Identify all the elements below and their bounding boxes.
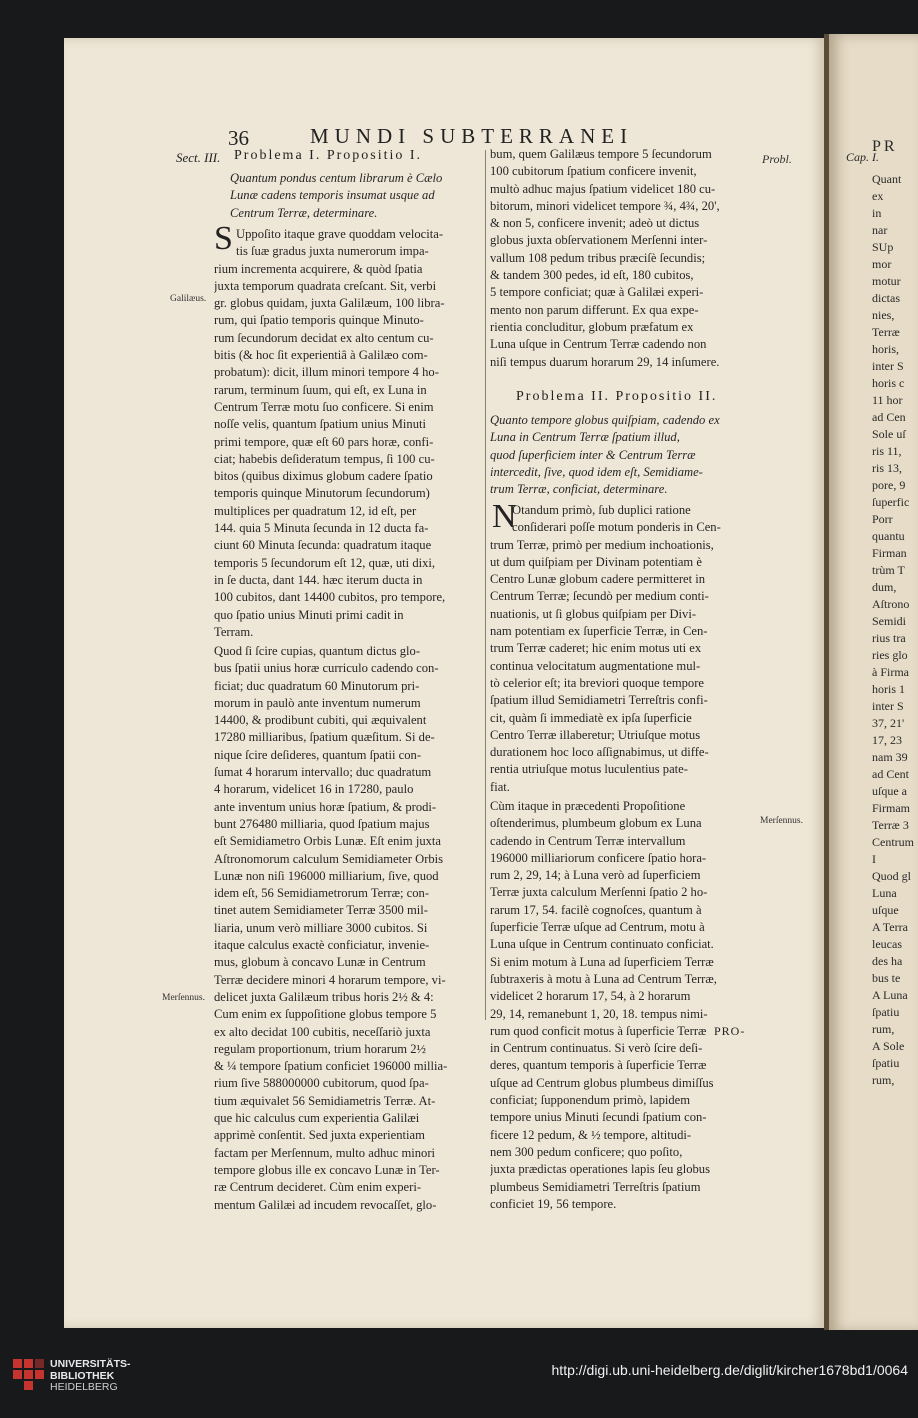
next-page-fragment: Firmam: [872, 801, 910, 815]
text-line: 196000 milliariorum conficere ſpatio hora-: [490, 850, 707, 865]
page-number: 36: [228, 126, 249, 150]
next-page-fragment: motur: [872, 274, 901, 288]
right-paragraph-1: [490, 146, 758, 371]
text-line: nuationis, ut ſi globus quiſpiam per Divi-: [490, 606, 697, 621]
next-page-fragment: Quant: [872, 172, 902, 186]
text-line: trum Terræ, conficiat, determinare.: [490, 482, 668, 497]
text-line: Terram.: [214, 624, 254, 639]
text-line: delicet juxta Galilæum tribus horis 2½ & 4:: [214, 989, 434, 1004]
text-line: & ¼ tempore ſpatium conficiet 196000 millia-: [214, 1059, 448, 1074]
text-line: oſtenderimus, plumbeum globum ex Luna: [490, 816, 702, 831]
text-line: in ſe ducta, dant 144. hæc iterum ducta in: [214, 572, 423, 587]
next-page-fragment: à Firma: [872, 665, 909, 679]
text-line: ciunt 60 Minuta ſecunda: quadratum itaque: [214, 538, 432, 553]
text-line: Quantum pondus centum librarum è Cælo: [230, 171, 443, 185]
text-line: probatum): dicit, illum minori tempore 4 ho-: [214, 365, 439, 380]
text-line: Quod ſi ſcire cupias, quantum dictus glo-: [214, 644, 421, 658]
text-line: 100 cubitorum ſpatium conficere invenit,: [490, 164, 697, 179]
text-line: temporis quinque Minutorum ſecundorum): [214, 486, 430, 501]
margin-note-mersennus-right: Merſennus.: [760, 816, 804, 826]
text-line: nem 300 pedum conficere; quo poſito,: [490, 1144, 683, 1159]
text-line: 14400, & prodibunt cubiti, qui æquivalent: [214, 713, 427, 728]
next-page-fragment: I: [872, 852, 876, 866]
next-page-fragment: leucas: [872, 937, 902, 951]
text-line: Uppoſito itaque grave quoddam velocita-: [236, 227, 444, 241]
text-line: quod ſuperficiem inter & Centrum Terræ: [490, 447, 696, 462]
text-line: Terræ juxta calculum Merſenni ſpatio 2 ho-: [490, 885, 708, 900]
next-page-fragment: dictas: [872, 291, 900, 305]
text-line: bus ſpatii unius horæ curriculo cadendo con-: [214, 661, 439, 676]
next-page-fragment: Sole uſ: [872, 427, 906, 441]
next-page-fragment: Porr: [872, 512, 893, 526]
text-line: factam per Merſennum, multo adhuc minori: [214, 1145, 436, 1160]
text-line: ex alto decidat 100 cubitis, neceſſariò juxta: [214, 1024, 431, 1039]
text-line: bitis (& hoc ſit experientiâ à Galilæo com-: [214, 348, 428, 363]
text-line: intercedit, ſive, quod idem eſt, Semidiame-: [490, 464, 703, 479]
running-head-title: MUNDI SUBTERRANEI: [310, 124, 634, 148]
library-name-line-2: BIBLIOTHEK: [50, 1369, 115, 1382]
next-page-fragment: ſpatiu: [872, 1056, 900, 1070]
next-page-fragment: ad Cen: [872, 410, 906, 424]
next-page-fragment: horis,: [872, 342, 899, 356]
text-line: tis ſuæ gradus juxta numerorum impa-: [236, 244, 429, 259]
text-line: bum, quem Galilæus tempore 5 ſecundorum: [490, 147, 712, 161]
text-line: 29, 14, remanebunt 1, 20, 18. tempus nimi-: [490, 1006, 708, 1021]
text-line: ficere 12 pedum, & ½ tempore, altitudi-: [490, 1127, 692, 1142]
next-page-fragment: bus te: [872, 971, 901, 985]
text-line: bitorum, minori videlicet tempore ¾, 4¾, 20',: [490, 198, 720, 213]
left-paragraph-2: [214, 643, 484, 1214]
text-line: Terræ decidere minori 4 horarum tempore, vi-: [214, 972, 446, 987]
text-line: rum, qui ſpatio temporis quinque Minuto-: [214, 313, 424, 328]
next-page-fragment: horis 1: [872, 682, 905, 696]
text-line: gr. globus quidam, juxta Galilæum, 100 libra-: [214, 296, 445, 311]
text-line: videlicet 2 horarum 17, 54, à 2 horarum: [490, 989, 691, 1004]
text-line: ante inventum unius horæ ſpatium, & prodi-: [214, 799, 437, 814]
text-line: multò adhuc majus ſpatium videlicet 180 cu-: [490, 181, 716, 196]
next-page-fragment: Centrum: [872, 835, 914, 849]
text-line: rum quod conficit motus à ſuperficie Terræ: [490, 1023, 707, 1038]
section-mark: Sect. III.: [176, 150, 221, 165]
next-page-fragment: inter S: [872, 699, 904, 713]
text-line: rarum 17, 54. facilè cognoſces, quantum à: [490, 902, 702, 917]
text-line: noſſe velis, quantum ſpatium unius Minuti: [214, 417, 426, 432]
text-line: eſt Semidiametro Orbis Lunæ. Eſt enim juxta: [214, 834, 442, 849]
next-page-fragment: nies,: [872, 308, 895, 322]
next-page-fragment: trùm T: [872, 563, 905, 577]
text-line: mus, globum à concavo Lunæ in Centrum: [214, 955, 426, 970]
text-line: 100 cubitos, dant 14400 cubitos, pro tempore,: [214, 590, 446, 605]
text-line: globus juxta obſervationem Merſenni inter-: [490, 233, 708, 248]
text-line: Centro Terræ illaberetur; Utriuſque motus: [490, 727, 701, 742]
text-line: 4 horarum, videlicet 16 in 17280, paulo: [214, 782, 414, 797]
text-line: Luna uſque in Centrum continuato conficiat.: [490, 937, 714, 952]
next-page-fragment: mor: [872, 257, 892, 271]
text-line: morum in paulò ante inventum numerum: [214, 695, 421, 710]
left-paragraph-1: [214, 226, 484, 641]
text-line: conſiderari poſſe motum ponderis in Cen-: [512, 520, 721, 535]
text-line: apprimè conſentit. Sed juxta experientiam: [214, 1128, 425, 1143]
next-page-fragment: 11 hor: [872, 393, 903, 407]
text-line: Centrum Terræ motu ſuo conficere. Si enim: [214, 399, 434, 414]
text-line: temporis 5 ſecundorum eſt 12, quæ, uti dixi,: [214, 555, 436, 570]
text-line: Si enim motum à Luna ad ſuperficiem Terræ: [490, 954, 714, 969]
text-line: rum ſecundorum decidat ex alto centum cu-: [214, 330, 434, 345]
text-line: cadendo in Centrum Terræ intervallum: [490, 833, 686, 848]
next-page-fragment: in: [872, 206, 882, 220]
text-line: juxta prædictas operationes lapis ſeu globus: [490, 1162, 710, 1177]
text-line: ſumat 4 horarum intervallo; duc quadratum: [214, 765, 432, 780]
text-line: Aſtronomorum calculum Semidiameter Orbis: [214, 851, 444, 866]
next-page-fragment: Terræ: [872, 325, 900, 339]
text-line: conficiet 19, 56 tempore.: [490, 1196, 617, 1211]
text-line: Lunæ non niſi 196000 milliarium, ſive, quod: [214, 868, 439, 883]
text-line: ſpatium illud Semidiametri Terreſtris confi-: [490, 693, 708, 708]
next-page-fragment: SUp: [872, 240, 894, 254]
next-page-fragment: uſque a: [872, 784, 907, 798]
next-page-fragment: 17, 23: [872, 733, 902, 747]
text-line: nique ſcire deſideres, quantum ſpatii con-: [214, 747, 422, 762]
text-line: rum 2, 29, 14; à Luna verò ad ſuperficiem: [490, 868, 701, 883]
catchword: PRO-: [714, 1024, 746, 1038]
text-line: ut dum quiſpiam per Divinam potentiam è: [490, 554, 702, 569]
text-line: Otandum primò, ſub duplici ratione: [512, 503, 691, 517]
text-line: Luna uſque in Centrum Terræ cadendo non: [490, 337, 707, 352]
next-page-cap: Cap. I.: [846, 150, 879, 164]
next-page-fragment: A Terra: [872, 920, 908, 934]
library-name: [50, 1359, 131, 1394]
next-page-fragment: des ha: [872, 954, 903, 968]
text-line: bunt 276480 milliaria, quod ſpatium majus: [214, 816, 430, 831]
text-line: rium ſive 588000000 cubitorum, quod ſpa-: [214, 1076, 429, 1091]
text-line: niſi tempus duarum horarum 29, 14 inſumere.: [490, 354, 720, 369]
next-page-fragment: nam 39: [872, 750, 908, 764]
text-line: fiat.: [490, 779, 510, 794]
text-line: durationem hoc loco aſſignabimus, ut diffe-: [490, 745, 709, 760]
right-question: [490, 412, 758, 498]
next-page-header: PR: [872, 138, 898, 155]
text-line: mentum Galilæi ad incudem revocaſſet, glo-: [214, 1197, 437, 1212]
text-line: bitos (quibus diximus globum cadere ſpatio: [214, 469, 433, 484]
text-line: Lunæ cadens temporis insumat usque ad: [230, 188, 435, 203]
text-line: uſque ad Centrum globus plumbeus dimiſſus: [490, 1075, 714, 1090]
right-problem-heading: Problema II. Propositio II.: [516, 389, 718, 404]
text-line: itaque calculus exactè conficiatur, invenie-: [214, 938, 430, 953]
text-line: 144. quia 5 Minuta ſecunda in 12 ducta fa-: [214, 521, 429, 536]
text-line: Quanto tempore globus quiſpiam, cadendo ex: [490, 413, 720, 427]
text-line: multiplices per quadratum 12, id eſt, per: [214, 503, 417, 518]
next-page-fragment: nar: [872, 223, 888, 237]
text-line: primi tempore, quæ eſt 60 pars horæ, confi-: [214, 434, 434, 449]
right-dropcap: N: [492, 498, 517, 535]
text-line: ciat; habebis deſideratum tempus, ſi 100 cu-: [214, 451, 435, 466]
text-line: rentia utriuſque motus luculentius pate-: [490, 762, 688, 777]
next-page-fragment: Aſtrono: [872, 597, 910, 611]
next-page-fragment: Luna: [872, 886, 897, 900]
text-line: Luna in Centrum Terræ ſpatium illud,: [490, 430, 680, 445]
next-page-fragment: ris 13,: [872, 461, 902, 475]
text-line: Cùm itaque in præcedenti Propoſitione: [490, 799, 686, 813]
text-line: trum Terræ caderet; hic enim motus uti ex: [490, 641, 702, 656]
text-line: ſubtraxeris à motu à Luna ad Centrum Terræ,: [490, 971, 717, 986]
next-page-fragment: Terræ 3: [872, 818, 909, 832]
next-page-fragment: rius tra: [872, 631, 906, 645]
text-line: nam potentiam ex ſuperficie Terræ, in Cen-: [490, 624, 708, 639]
text-line: trum Terræ, primò per medium inchoationis,: [490, 537, 714, 552]
next-page-fragment: inter S: [872, 359, 904, 373]
text-line: vallum 108 pedum tribus præciſè ſecundis;: [490, 250, 706, 265]
text-line: deres, quantum temporis à ſuperficie Terræ: [490, 1058, 707, 1073]
text-line: tinet autem Semidiameter Terræ 3500 mil-: [214, 903, 428, 918]
margin-note-galilaeus: Galilæus.: [170, 294, 207, 304]
next-page-fragment: A Sole: [872, 1039, 905, 1053]
right-paragraph-2: [490, 498, 758, 796]
margin-note-mersennus-left: Merſennus.: [162, 993, 206, 1003]
text-line: rium incrementa acquirere, & quòd ſpatia: [214, 261, 423, 276]
next-page-fragment: Quod gl: [872, 869, 911, 883]
next-page-fragment: horis c: [872, 376, 905, 390]
text-line: idem eſt, 56 Semidiametrorum Terræ; con-: [214, 886, 430, 901]
left-problem-heading: Problema I. Propositio I.: [234, 148, 423, 163]
text-line: juxta temporum quadrata creſcant. Sit, verbi: [214, 278, 437, 293]
text-line: continua velocitatum augmentatione mul-: [490, 658, 701, 673]
text-line: ficiat; duc quadratum 60 Minutorum pri-: [214, 678, 420, 693]
text-line: cit, quàm ſi immediatè ex ipſa ſuperficie: [490, 710, 692, 725]
right-paragraph-3: [490, 798, 758, 1213]
text-line: rarum, terminum ſuum, qui eſt, ex Luna in: [214, 382, 427, 397]
library-name-line-1: UNIVERSITÄTS-: [50, 1358, 131, 1370]
next-page-fragment: quantu: [872, 529, 905, 543]
left-dropcap: S: [214, 220, 233, 257]
next-page-fragment: rum,: [872, 1022, 895, 1036]
next-page-fragment: ris 11,: [872, 444, 902, 458]
text-line: Centrum Terræ, determinare.: [230, 205, 378, 220]
text-line: ræ Centrum decideret. Cùm enim experi-: [214, 1180, 422, 1195]
library-logo-icon: [12, 1358, 44, 1392]
text-line: rientia concluditur, globum præfatum ex: [490, 319, 694, 334]
next-page-fragment: ad Cent: [872, 767, 909, 781]
next-page-fragment: 37, 21': [872, 716, 905, 730]
text-line: tò celerior eſt; ita breviori quoque tempore: [490, 675, 705, 690]
text-line: 5 tempore conficiat; quæ à Galilæi experi-: [490, 285, 704, 300]
text-line: que hic calculus cum experientia Galilæi: [214, 1111, 420, 1126]
next-page-fragment: dum,: [872, 580, 897, 594]
next-page-fragment: rum,: [872, 1073, 895, 1087]
column-rule: [485, 150, 486, 1020]
text-line: regulam proportionum, trium horarum 2½: [214, 1041, 426, 1056]
text-line: tempore unius Minuti ſecundi ſpatium con-: [490, 1110, 707, 1125]
text-line: conficiat; ſupponendum primò, lapidem: [490, 1093, 691, 1108]
text-line: plumbeus Semidiametri Terreſtris ſpatium: [490, 1179, 701, 1194]
text-line: tium æquivalet 56 Semidiametris Terræ. At-: [214, 1093, 436, 1108]
text-line: mento non parum differunt. Ex qua expe-: [490, 302, 699, 317]
text-line: 17280 milliaribus, ſpatium quæſitum. Si de-: [214, 730, 435, 745]
margin-note-probl: Probl.: [762, 152, 792, 166]
library-name-line-3: HEIDELBERG: [50, 1381, 118, 1393]
text-line: in Centrum continuatus. Si verò ſcire deſi-: [490, 1041, 703, 1056]
text-line: ſuperficie Terræ uſque ad Centrum, motu à: [490, 920, 705, 935]
text-line: liaria, unum verò milliare 3000 cubitos. Si: [214, 920, 428, 935]
page-url[interactable]: http://digi.ub.uni-heidelberg.de/diglit/kircher1678bd1/0064: [551, 1362, 908, 1378]
next-page-fragment: Semidi: [872, 614, 907, 628]
text-line: & non 5, conficere invenit; adeò ut dictus: [490, 216, 700, 231]
next-page-fragment: ſpatiu: [872, 1005, 900, 1019]
next-page-fragment: ries glo: [872, 648, 908, 662]
next-page-fragment: pore, 9: [872, 478, 906, 492]
text-line: tempore globus ille ex concavo Lunæ in Ter-: [214, 1162, 440, 1177]
text-line: Cum enim ex ſuppoſitione globus tempore 5: [214, 1007, 437, 1022]
next-page-fragment: uſque: [872, 903, 899, 917]
next-page-fragment: ex: [872, 189, 884, 203]
text-line: Centro Lunæ globum cadere permitteret in: [490, 572, 706, 587]
next-page-fragment: ſuperfic: [872, 495, 910, 509]
left-question: [230, 170, 482, 222]
text-line: Centrum Terræ; ſecundò per medium conti-: [490, 589, 709, 604]
next-page-fragment: A Luna: [872, 988, 908, 1002]
next-page-fragment: Firman: [872, 546, 907, 560]
text-line: & tandem 300 pedes, id eſt, 180 cubitos,: [490, 268, 694, 283]
text-line: quo ſpatio unius Minuti primi cadit in: [214, 607, 404, 622]
